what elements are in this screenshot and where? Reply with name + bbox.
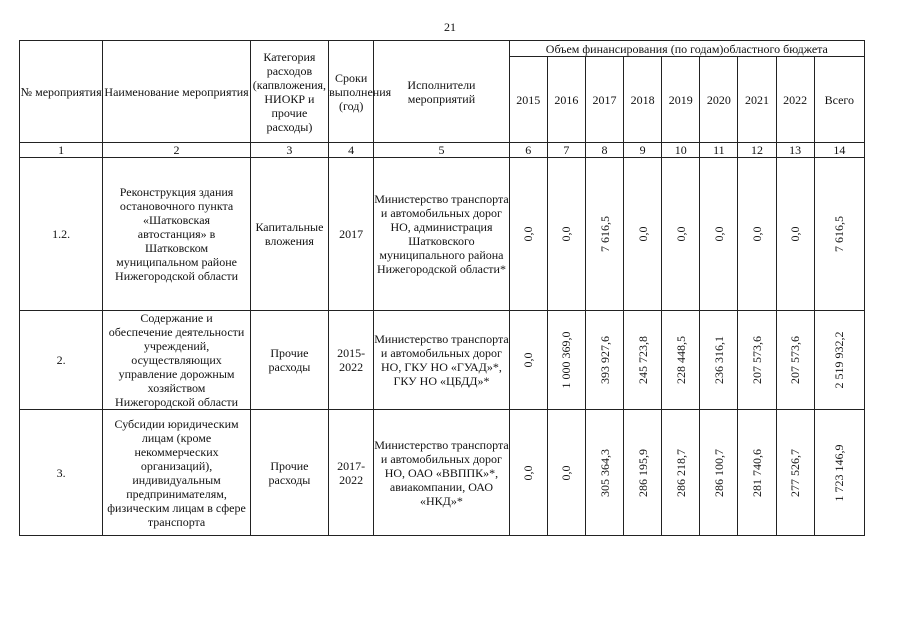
value-text: 0,0 (559, 465, 574, 480)
total-cell (814, 158, 864, 311)
value-text: 228 448,5 (673, 336, 688, 384)
row-executors: Министерство транспорта и автомобильных дорог НО, администрация Шатковского муниципального района Нижегородской области* (374, 158, 509, 311)
value-text: 0,0 (750, 226, 764, 242)
value-text: 281 740,6 (750, 448, 764, 497)
value-text: 277 526,7 (788, 448, 803, 497)
row-name: Содержание и обеспечение деятельности учреждений, осуществляющих управление дорожным хозяйством Нижегородской области (103, 311, 251, 410)
header-year: 2018 (624, 57, 662, 143)
value-cell (509, 158, 547, 311)
value-text: 245 723,8 (635, 336, 650, 384)
column-number: 3 (250, 143, 328, 158)
header-year: 2015 (509, 57, 547, 143)
column-number: 2 (103, 143, 251, 158)
row-num: 1.2. (20, 158, 103, 311)
column-number: 10 (662, 143, 700, 158)
value-text: 0,0 (521, 352, 536, 368)
header-category: Категория расходов (капвложения, НИОКР и прочие расходы) (250, 41, 328, 143)
value-cell (509, 410, 547, 536)
value-cell (547, 158, 585, 311)
value-cell (547, 410, 585, 536)
header-budget: Объем финансирования (по годам)областного бюджета (509, 41, 864, 57)
value-cell (624, 158, 662, 311)
header-term: Сроки выполнения (год) (329, 41, 374, 143)
value-cell (585, 311, 623, 410)
value-text: 0,0 (673, 226, 688, 242)
value-text: 207 573,6 (788, 336, 803, 384)
row-executors: Министерство транспорта и автомобильных дорог НО, ОАО «ВВППК»*, авиакомпании, ОАО «НКД»* (374, 410, 509, 536)
table-row (20, 158, 865, 311)
row-num: 2. (20, 311, 103, 410)
total-cell (814, 410, 864, 536)
total-text: 2 519 932,2 (832, 331, 847, 389)
row-num: 3. (20, 410, 103, 536)
value-text: 0,0 (635, 226, 650, 242)
total-text: 1 723 146,9 (832, 444, 847, 501)
value-cell (585, 410, 623, 536)
header-year: 2019 (662, 57, 700, 143)
column-number: 12 (738, 143, 776, 158)
total-cell (814, 311, 864, 410)
row-term: 2015-2022 (329, 311, 374, 410)
value-cell (585, 158, 623, 311)
value-text: 286 195,9 (635, 448, 650, 497)
value-text: 286 218,7 (673, 448, 688, 497)
column-number-row (20, 143, 865, 158)
column-number: 9 (624, 143, 662, 158)
header-num: № мероприятия (20, 41, 103, 143)
total-text: 7 616,5 (832, 216, 847, 252)
value-text: 0,0 (521, 226, 536, 242)
row-term: 2017 (329, 158, 374, 311)
value-cell (700, 311, 738, 410)
header-year: 2016 (547, 57, 585, 143)
header-row-top (20, 41, 865, 57)
value-cell (547, 311, 585, 410)
value-cell (662, 410, 700, 536)
value-text: 7 616,5 (597, 216, 612, 252)
value-text: 1 000 369,0 (559, 331, 574, 389)
row-name: Субсидии юридическим лицам (кроме некоммерческих организаций), индивидуальным предпринимателям, физическим лицам в сфере транспорта (103, 410, 251, 536)
table-row (20, 410, 865, 536)
header-year: 2020 (700, 57, 738, 143)
value-text: 207 573,6 (750, 336, 764, 384)
row-name: Реконструкция здания остановочного пункта «Шатковская автостанция» в Шатковском муниципальном районе Нижегородской области (103, 158, 251, 311)
column-number: 1 (20, 143, 103, 158)
header-name: Наименование мероприятия (103, 41, 251, 143)
header-total: Всего (814, 57, 864, 143)
value-cell (700, 158, 738, 311)
column-number: 4 (329, 143, 374, 158)
column-number: 14 (814, 143, 864, 158)
value-cell (776, 410, 814, 536)
value-cell (776, 158, 814, 311)
header-year: 2022 (776, 57, 814, 143)
row-category: Капитальные вложения (250, 158, 328, 311)
column-number: 8 (585, 143, 623, 158)
value-cell (738, 311, 776, 410)
financing-table (19, 40, 865, 536)
row-category: Прочие расходы (250, 410, 328, 536)
value-text: 305 364,3 (597, 448, 612, 497)
value-cell (662, 158, 700, 311)
value-cell (738, 158, 776, 311)
header-executors: Исполнители мероприятий (374, 41, 509, 143)
column-number: 11 (700, 143, 738, 158)
value-text: 0,0 (711, 226, 726, 242)
column-number: 13 (776, 143, 814, 158)
value-cell (624, 410, 662, 536)
value-text: 286 100,7 (711, 448, 726, 497)
value-text: 393 927,6 (597, 336, 612, 384)
row-executors: Министерство транспорта и автомобильных дорог НО, ГКУ НО «ГУАД»*, ГКУ НО «ЦБДД»* (374, 311, 509, 410)
value-cell (776, 311, 814, 410)
value-text: 236 316,1 (711, 336, 726, 384)
header-year: 2021 (738, 57, 776, 143)
value-text: 0,0 (788, 226, 803, 242)
value-cell (509, 311, 547, 410)
row-term: 2017-2022 (329, 410, 374, 536)
value-cell (700, 410, 738, 536)
value-cell (624, 311, 662, 410)
row-category: Прочие расходы (250, 311, 328, 410)
value-text: 0,0 (559, 226, 574, 242)
page-number: 21 (444, 20, 456, 34)
column-number: 7 (547, 143, 585, 158)
value-text: 0,0 (521, 465, 536, 480)
value-cell (738, 410, 776, 536)
column-number: 5 (374, 143, 509, 158)
table-row (20, 311, 865, 410)
column-number: 6 (509, 143, 547, 158)
value-cell (662, 311, 700, 410)
header-year: 2017 (585, 57, 623, 143)
